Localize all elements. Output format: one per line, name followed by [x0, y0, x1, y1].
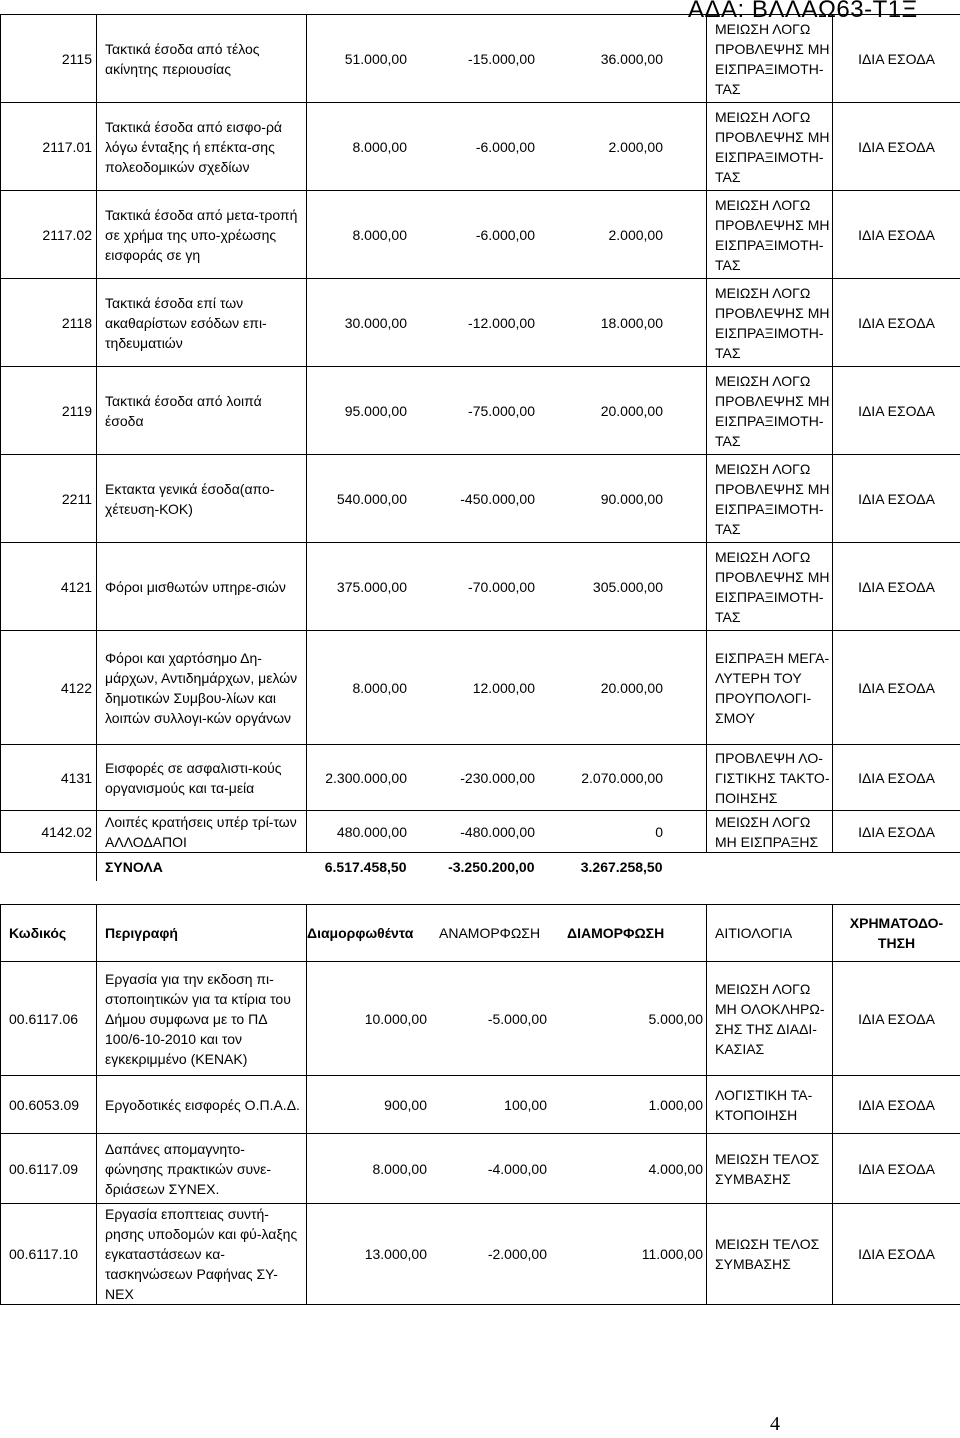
- row-description-text: Λοιπές κρατήσεις υπέρ τρί-των ΑΛΛΟΔΑΠΟΙ: [105, 813, 297, 850]
- income-table: [0, 14, 960, 881]
- row-code: [1, 962, 97, 1076]
- row-code: [1, 103, 97, 191]
- row-funding-text: ΙΔΙΑ ΕΣΟΔΑ: [858, 314, 935, 331]
- row-code-text: 4121: [60, 578, 92, 595]
- row-description-text: Τακτικά έσοδα από μετα-τροπή σε χρήμα της υπο-χρέωσης εισφοράς σε γη: [105, 206, 298, 263]
- amount-final: 4.000,00: [648, 1160, 703, 1177]
- amount-initial: 2.300.000,00: [325, 769, 407, 786]
- row-reason: [707, 962, 833, 1076]
- row-reason: [707, 543, 833, 631]
- amount-final: 5.000,00: [648, 1010, 703, 1027]
- row-description: [97, 1134, 307, 1204]
- row-description: [97, 279, 307, 367]
- row-code: [1, 15, 97, 103]
- amount-initial: 13.000,00: [364, 1246, 427, 1262]
- row-reason: [707, 15, 833, 103]
- row-funding: [833, 631, 960, 745]
- row-code-text: 00.6117.06: [9, 1010, 79, 1027]
- amount-change: -3.250.200,00: [448, 858, 535, 875]
- row-description: [97, 455, 307, 543]
- amounts-cell: [307, 745, 707, 811]
- row-description: [97, 543, 307, 631]
- amount-initial: 10.000,00: [364, 1010, 427, 1027]
- row-description: [97, 811, 307, 853]
- row-code-text: 4142.02: [41, 823, 92, 840]
- expense-table: [0, 904, 960, 1305]
- row-funding-text: ΙΔΙΑ ΕΣΟΔΑ: [858, 138, 935, 155]
- amount-initial: 6.517.458,50: [324, 858, 407, 875]
- expense-row: [1, 962, 960, 1076]
- amount-change: -5.000,00: [487, 1010, 547, 1027]
- row-funding-text: ΙΔΙΑ ΕΣΟΔΑ: [858, 1010, 935, 1027]
- row-code: [1, 1204, 97, 1305]
- income-table-body: [1, 15, 960, 881]
- amount-final: 0: [655, 823, 663, 840]
- amount-change: 100,00: [504, 1096, 547, 1113]
- row-code: [1, 543, 97, 631]
- amount-final: 1.000,00: [648, 1096, 703, 1113]
- amount-change: -230.000,00: [460, 769, 535, 786]
- amounts-cell: [307, 1204, 707, 1305]
- amounts-cell: [307, 367, 707, 455]
- row-reason-text: ΜΕΙΩΣΗ ΤΕΛΟΣ ΣΥΜΒΑΣΗΣ: [715, 1236, 820, 1272]
- row-reason-text: ΜΕΙΩΣΗ ΛΟΓΩ ΠΡΟΒΛΕΨΗΣ ΜΗ ΕΙΣΠΡΑΞΙΜΟΤΗ-ΤΑΣ: [715, 20, 830, 97]
- row-code-text: 2211: [61, 490, 92, 507]
- header-reason: [707, 905, 833, 962]
- header-reason-text: ΑΙΤΙΟΛΟΓΙΑ: [715, 925, 793, 941]
- row-funding-text: ΙΔΙΑ ΕΣΟΔΑ: [858, 1096, 935, 1113]
- amount-initial: 8.000,00: [352, 679, 407, 696]
- amount-final: 20.000,00: [600, 402, 663, 419]
- amount-change: -450.000,00: [460, 490, 535, 507]
- amount-change: -480.000,00: [460, 823, 535, 840]
- row-description: [97, 103, 307, 191]
- amount-initial: 8.000,00: [372, 1160, 427, 1177]
- row-funding-text: ΙΔΙΑ ΕΣΟΔΑ: [858, 823, 935, 840]
- row-reason: [707, 1204, 833, 1305]
- row-description: [97, 15, 307, 103]
- income-row: [1, 745, 960, 811]
- amount-initial: 480.000,00: [336, 823, 407, 840]
- row-code-text: 2117.02: [42, 226, 92, 243]
- totals-label-cell: [97, 853, 307, 881]
- amounts-cell: [307, 1076, 707, 1134]
- amount-final: 11.000,00: [641, 1246, 703, 1262]
- amount-initial: 540.000,00: [336, 490, 407, 507]
- row-description-text: Τακτικά έσοδα επί των ακαθαρίστων εσόδων επι-τηδευματιών: [105, 294, 267, 351]
- row-code-text: 4122: [60, 679, 92, 696]
- amount-final: 20.000,00: [600, 679, 663, 696]
- income-row: [1, 631, 960, 745]
- header-initial: Διαμορφωθέντα: [307, 925, 414, 941]
- row-funding-text: ΙΔΙΑ ΕΣΟΔΑ: [858, 578, 935, 595]
- row-description: [97, 1204, 307, 1305]
- row-funding-text: ΙΔΙΑ ΕΣΟΔΑ: [858, 50, 935, 67]
- header-code: [1, 905, 97, 962]
- row-reason: [707, 811, 833, 853]
- row-funding: [833, 1204, 960, 1305]
- amounts-cell: [307, 279, 707, 367]
- amounts-cell: [307, 853, 707, 881]
- amount-change: -15.000,00: [468, 50, 535, 67]
- row-reason: [707, 279, 833, 367]
- row-code-text: 2117.01: [42, 138, 92, 155]
- row-funding-text: ΙΔΙΑ ΕΣΟΔΑ: [858, 402, 935, 419]
- header-funding: [833, 905, 960, 962]
- row-description: [97, 191, 307, 279]
- expense-header-row: [1, 905, 960, 962]
- amount-final: 36.000,00: [600, 50, 663, 67]
- row-reason-text: ΜΕΙΩΣΗ ΛΟΓΩ ΠΡΟΒΛΕΨΗΣ ΜΗ ΕΙΣΠΡΑΞΙΜΟΤΗ-ΤΑΣ: [715, 196, 830, 273]
- row-reason: [707, 745, 833, 811]
- header-final: ΔΙΑΜΟΡΦΩΣΗ: [567, 925, 665, 941]
- amounts-cell: [307, 1134, 707, 1204]
- amount-change: -12.000,00: [468, 314, 535, 331]
- row-reason-text: ΕΙΣΠΡΑΞΗ ΜΕΓΑ-ΛΥΤΕΡΗ ΤΟΥ ΠΡΟΥΠΟΛΟΓΙ-ΣΜΟΥ: [715, 649, 830, 726]
- row-funding: [833, 962, 960, 1076]
- income-row: [1, 367, 960, 455]
- income-row: [1, 15, 960, 103]
- row-description: [97, 745, 307, 811]
- expense-row: [1, 1204, 960, 1305]
- header-change: ΑΝΑΜΟΡΦΩΣΗ: [439, 925, 541, 941]
- income-row: [1, 455, 960, 543]
- row-reason-text: ΜΕΙΩΣΗ ΛΟΓΩ ΠΡΟΒΛΕΨΗΣ ΜΗ ΕΙΣΠΡΑΞΙΜΟΤΗ-ΤΑΣ: [715, 372, 830, 449]
- row-code: [1, 367, 97, 455]
- row-code-text: 2119: [61, 402, 92, 419]
- row-reason-text: ΜΕΙΩΣΗ ΛΟΓΩ ΠΡΟΒΛΕΨΗΣ ΜΗ ΕΙΣΠΡΑΞΙΜΟΤΗ-ΤΑΣ: [715, 284, 830, 361]
- amounts-cell: [307, 455, 707, 543]
- amount-change: 12.000,00: [472, 679, 535, 696]
- amount-initial: 30.000,00: [344, 314, 407, 331]
- row-reason-text: ΛΟΓΙΣΤΙΚΗ ΤΑ-ΚΤΟΠΟΙΗΣΗ: [715, 1086, 813, 1123]
- amount-final: 2.000,00: [608, 138, 663, 155]
- row-funding: [833, 1076, 960, 1134]
- amount-change: -75.000,00: [468, 402, 535, 419]
- row-reason: [707, 367, 833, 455]
- totals-spacer: [1, 853, 97, 881]
- row-description-text: Φόροι και χαρτόσημο Δη-μάρχων, Αντιδημάρχων, μελών δημοτικών Συμβου-λίων και λοιπών συλλογι-κών οργάνων: [105, 649, 298, 726]
- amount-final: 90.000,00: [600, 490, 663, 507]
- row-funding-text: ΙΔΙΑ ΕΣΟΔΑ: [858, 769, 935, 786]
- amount-change: -70.000,00: [468, 578, 535, 595]
- row-reason-text: ΜΕΙΩΣΗ ΛΟΓΩ ΜΗ ΕΙΣΠΡΑΞΗΣ: [715, 813, 819, 850]
- row-reason-text: ΜΕΙΩΣΗ ΛΟΓΩ ΜΗ ΟΛΟΚΛΗΡΩ-ΣΗΣ ΤΗΣ ΔΙΑΔΙ-ΚΑΣΙΑΣ: [715, 980, 825, 1057]
- row-reason-text: ΠΡΟΒΛΕΨΗ ΛΟ-ΓΙΣΤΙΚΗΣ ΤΑΚΤΟ-ΠΟΙΗΣΗΣ: [715, 749, 830, 806]
- row-funding: [833, 279, 960, 367]
- amount-initial: 51.000,00: [344, 50, 407, 67]
- amount-initial: 8.000,00: [352, 138, 407, 155]
- amount-change: -6.000,00: [475, 138, 535, 155]
- row-reason-text: ΜΕΙΩΣΗ ΛΟΓΩ ΠΡΟΒΛΕΨΗΣ ΜΗ ΕΙΣΠΡΑΞΙΜΟΤΗ-ΤΑΣ: [715, 548, 830, 625]
- amounts-cell: [307, 962, 707, 1076]
- row-description-text: Τακτικά έσοδα από λοιπά έσοδα: [105, 392, 262, 429]
- totals-label: ΣΥΝΟΛΑ: [105, 858, 163, 875]
- row-code: [1, 745, 97, 811]
- amounts-cell: [307, 191, 707, 279]
- row-description-text: Δαπάνες απομαγνητο-φώνησης πρακτικών συνε-δριάσεων ΣΥΝΕΧ.: [105, 1140, 272, 1197]
- row-description-text: Φόροι μισθωτών υπηρε-σιών: [105, 578, 286, 595]
- ada-watermark: ΑΔΑ: ΒΛΛΑΩ63-Τ1Ξ: [688, 0, 918, 23]
- row-funding-text: ΙΔΙΑ ΕΣΟΔΑ: [858, 1246, 935, 1262]
- income-row: [1, 103, 960, 191]
- row-code: [1, 811, 97, 853]
- row-code-text: 2115: [61, 50, 92, 67]
- row-description-text: Τακτικά έσοδα από εισφο-ρά λόγω ένταξης ή επέκτα-σης πολεοδομικών σχεδίων: [105, 118, 283, 175]
- row-code-text: 00.6053.09: [9, 1096, 80, 1113]
- header-amounts: [307, 905, 707, 962]
- totals-empty-funding: [833, 853, 960, 881]
- amount-initial: 8.000,00: [352, 226, 407, 243]
- row-reason-text: ΜΕΙΩΣΗ ΛΟΓΩ ΠΡΟΒΛΕΨΗΣ ΜΗ ΕΙΣΠΡΑΞΙΜΟΤΗ-ΤΑΣ: [715, 460, 830, 537]
- row-reason: [707, 191, 833, 279]
- amount-initial: 900,00: [384, 1096, 427, 1113]
- amount-change: -2.000,00: [487, 1246, 547, 1262]
- row-funding-text: ΙΔΙΑ ΕΣΟΔΑ: [858, 226, 935, 243]
- totals-empty-reason: [707, 853, 833, 881]
- income-row: [1, 191, 960, 279]
- row-code-text: 00.6117.09: [9, 1160, 79, 1177]
- income-row: [1, 811, 960, 853]
- row-description: [97, 631, 307, 745]
- amounts-cell: [307, 103, 707, 191]
- amount-change: -4.000,00: [487, 1160, 547, 1177]
- header-description: [97, 905, 307, 962]
- row-code: [1, 1076, 97, 1134]
- amounts-cell: [307, 631, 707, 745]
- page-number: 4: [770, 1413, 780, 1435]
- row-funding: [833, 745, 960, 811]
- amount-final: 2.000,00: [608, 226, 663, 243]
- amount-final: 305.000,00: [592, 578, 663, 595]
- amount-final: 3.267.258,50: [580, 858, 663, 875]
- expense-row: [1, 1076, 960, 1134]
- row-funding-text: ΙΔΙΑ ΕΣΟΔΑ: [858, 490, 935, 507]
- row-code: [1, 455, 97, 543]
- row-reason: [707, 103, 833, 191]
- row-reason: [707, 1076, 833, 1134]
- row-funding: [833, 811, 960, 853]
- totals-row: [1, 853, 960, 881]
- row-funding: [833, 455, 960, 543]
- row-funding: [833, 103, 960, 191]
- amounts-cell: [307, 15, 707, 103]
- expense-row: [1, 1134, 960, 1204]
- row-description-text: Τακτικά έσοδα από τέλος ακίνητης περιουσίας: [105, 40, 260, 77]
- row-code: [1, 1134, 97, 1204]
- row-funding: [833, 543, 960, 631]
- row-description-text: Εισφορές σε ασφαλιστι-κούς οργανισμούς και τα-μεία: [105, 759, 282, 796]
- row-reason-text: ΜΕΙΩΣΗ ΛΟΓΩ ΠΡΟΒΛΕΨΗΣ ΜΗ ΕΙΣΠΡΑΞΙΜΟΤΗ-ΤΑΣ: [715, 108, 830, 185]
- row-description-text: Εργασία εποπτειας συντή-ρησης υποδομών και φύ-λαξης εγκαταστάσεων κα-τασκηνώσεων Ραφήνας ΣΥ-ΝΕΧ: [105, 1206, 298, 1302]
- header-description-text: Περιγραφή: [105, 925, 178, 941]
- row-description: [97, 367, 307, 455]
- amounts-cell: [307, 543, 707, 631]
- row-funding-text: ΙΔΙΑ ΕΣΟΔΑ: [858, 679, 935, 696]
- row-description-text: Εργασία για την εκδοση πι-στοποιητικών για τα κτίρια του Δήμου συμφωνα με το ΠΔ 100/6-10-2010 και τον εγκεκριμμένο (ΚΕΝΑΚ): [105, 970, 291, 1067]
- amount-final: 2.070.000,00: [581, 769, 663, 786]
- row-description: [97, 1076, 307, 1134]
- row-reason-text: ΜΕΙΩΣΗ ΤΕΛΟΣ ΣΥΜΒΑΣΗΣ: [715, 1150, 820, 1187]
- row-description-text: Εργοδοτικές εισφορές Ο.Π.Α.Δ.: [105, 1096, 300, 1113]
- amount-initial: 375.000,00: [336, 578, 407, 595]
- row-funding: [833, 15, 960, 103]
- row-reason: [707, 1134, 833, 1204]
- row-code-text: 2118: [61, 314, 92, 331]
- row-description: [97, 962, 307, 1076]
- expense-table-body: [1, 905, 960, 1305]
- amounts-cell: [307, 811, 707, 853]
- row-funding: [833, 367, 960, 455]
- row-reason: [707, 455, 833, 543]
- row-description-text: Εκτακτα γενικά έσοδα(απο-χέτευση-ΚΟΚ): [105, 480, 275, 517]
- row-code: [1, 191, 97, 279]
- row-funding: [833, 1134, 960, 1204]
- header-funding-text: ΧΡΗΜΑΤΟΔΟ-ΤΗΣΗ: [849, 915, 944, 951]
- row-funding: [833, 191, 960, 279]
- income-row: [1, 279, 960, 367]
- row-code-text: 4131: [60, 769, 92, 786]
- row-reason: [707, 631, 833, 745]
- amount-change: -6.000,00: [475, 226, 535, 243]
- amount-final: 18.000,00: [600, 314, 663, 331]
- header-code-text: Κωδικός: [9, 925, 67, 941]
- income-row: [1, 543, 960, 631]
- row-code: [1, 279, 97, 367]
- row-code: [1, 631, 97, 745]
- row-funding-text: ΙΔΙΑ ΕΣΟΔΑ: [858, 1160, 935, 1177]
- amount-initial: 95.000,00: [344, 402, 407, 419]
- row-code-text: 00.6117.10: [9, 1246, 79, 1262]
